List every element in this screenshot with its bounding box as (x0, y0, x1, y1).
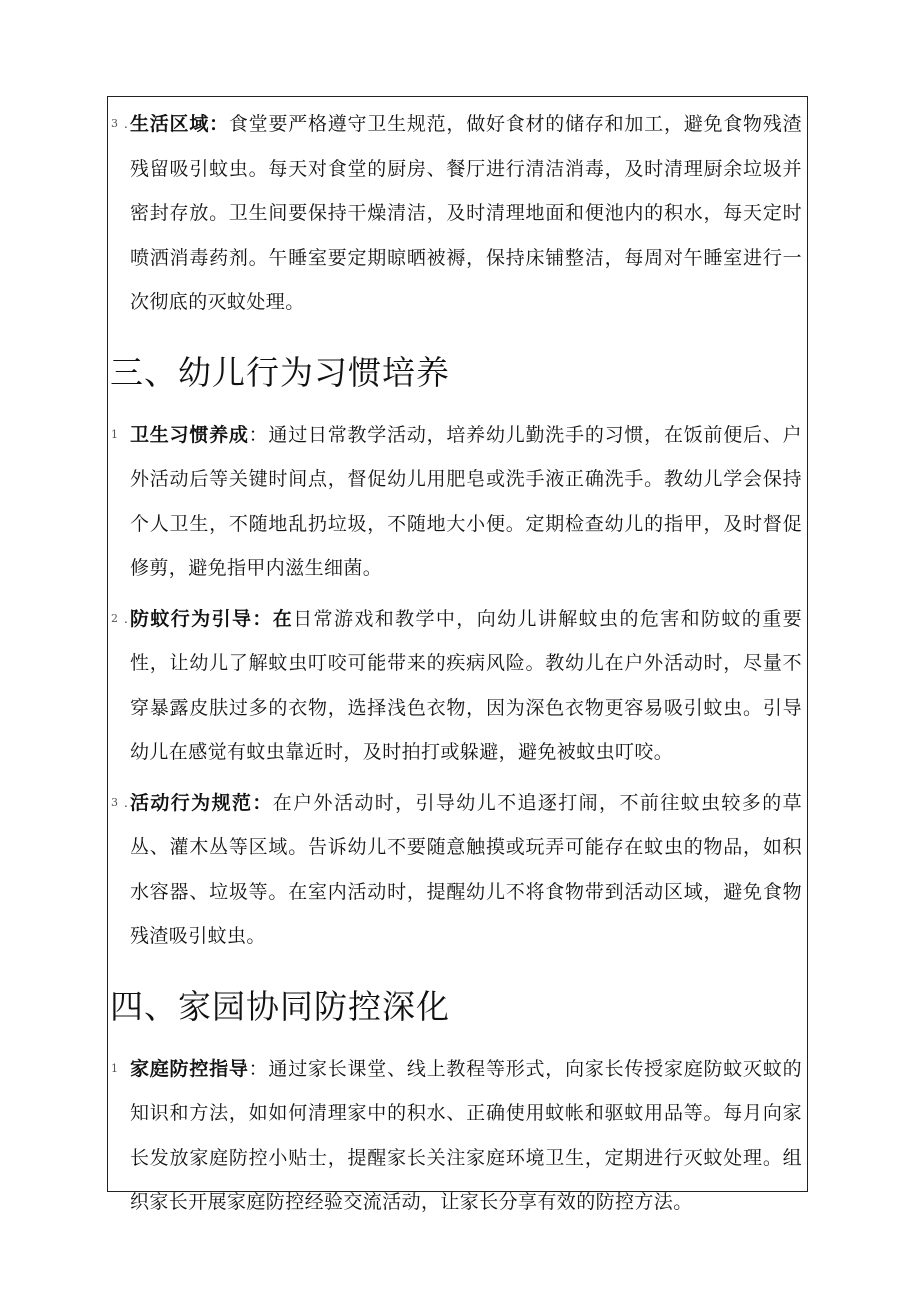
list-number: 1 (111, 1061, 119, 1075)
list-dot: . (124, 117, 129, 131)
item-text: 日常游戏和教学中，向幼儿讲解蚊虫的危害和防蚊的重要性，让幼儿了解蚊虫叮咬可能带来的疾病风险。教幼儿在户外活动时，尽量不穿暴露皮肤过多的衣物，选择浅色衣物，因为深色衣物更容易吸引蚊虫。引导幼儿在感觉有蚊虫靠近时，及时拍打或躲避，避免被蚊虫叮咬。 (130, 607, 802, 763)
item-lead: 家庭防控指导 (130, 1057, 249, 1080)
item-lead: 活动行为规范： (130, 791, 273, 814)
item-text: 在户外活动时，引导幼儿不追逐打闹，不前往蚊虫较多的草丛、灌木丛等区域。告诉幼儿不要随意触摸或玩弄可能存在蚊虫的物品，如积水容器、垃圾等。在室内活动时，提醒幼儿不将食物带到活动区域，避免食物残渣吸引蚊虫。 (130, 791, 802, 947)
list-number: 2 (111, 611, 119, 625)
section-heading-3: 三、幼儿行为习惯培养 (110, 352, 450, 392)
list-item-activity-rules (108, 781, 806, 959)
item-text: 食堂要严格遵守卫生规范，做好食材的储存和加工，避免食物残渣残留吸引蚊虫。每天对食堂的厨房、餐厅进行清洁消毒，及时清理厨余垃圾并密封存放。卫生间要保持干燥清洁，及时清理地面和便池内的积水，每天定时喷洒消毒药剂。午睡室要定期晾晒被褥，保持床铺整洁，每周对午睡室进行一次彻底的灭蚊处理。 (130, 113, 802, 313)
item-lead: 卫生习惯养成 (130, 423, 249, 446)
list-item-family-guidance (108, 1047, 806, 1225)
item-text: ：通过家长课堂、线上教程等形式，向家长传授家庭防蚊灭蚊的知识和方法，如如何清理家中的积水、正确使用蚊帐和驱蚊用品等。每月向家长发放家庭防控小贴士，提醒家长关注家庭环境卫生，定期进行灭蚊处理。组织家长开展家庭防控经验交流活动，让家长分享有效的防控方法。 (130, 1057, 802, 1213)
item-lead: 防蚊行为引导：在 (130, 607, 294, 630)
document-content (108, 100, 806, 1225)
list-number: 1 (111, 427, 119, 441)
list-item-living-area (108, 102, 806, 325)
section-heading-4: 四、家园协同防控深化 (110, 986, 450, 1026)
list-item-mosquito-behavior (108, 597, 806, 775)
list-item-hygiene-habits (108, 413, 806, 591)
list-dot: . (124, 611, 129, 626)
item-lead: 生活区域： (130, 113, 229, 135)
item-text: ：通过日常教学活动，培养幼儿勤洗手的习惯，在饭前便后、户外活动后等关键时间点，督促幼儿用肥皂或洗手液正确洗手。教幼儿学会保持个人卫生，不随地乱扔垃圾，不随地大小便。定期检查幼儿的指甲，及时督促修剪，避免指甲内滋生细菌。 (130, 423, 802, 579)
list-number: 3 (111, 795, 119, 809)
list-dot: . (124, 795, 129, 810)
list-number: 3 (111, 117, 119, 130)
